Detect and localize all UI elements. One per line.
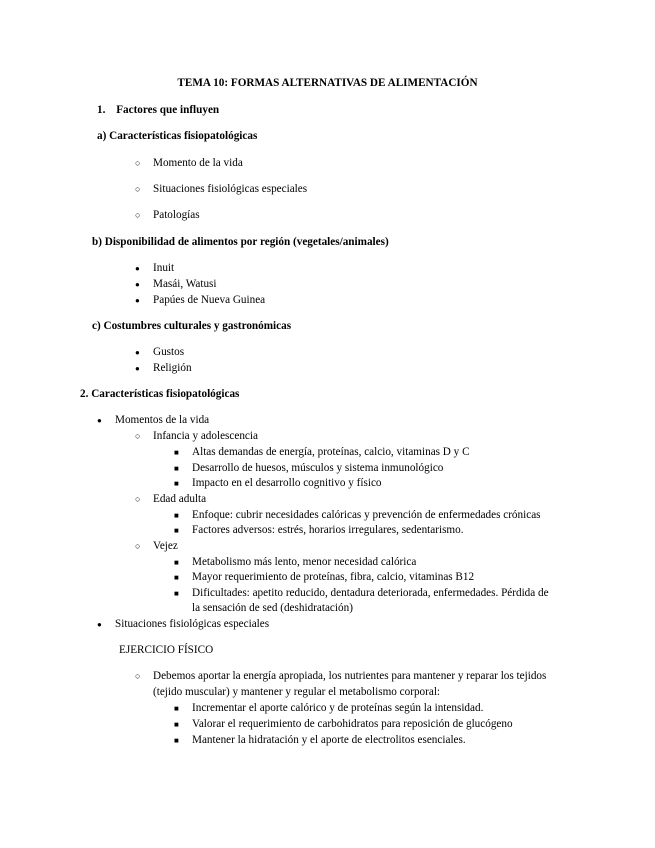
list-item: ○ Situaciones fisiológicas especiales [153,182,307,197]
list-item: ■ Impacto en el desarrollo cognitivo y físico [192,476,382,491]
list-item: ● Inuit [153,261,174,276]
list-item: ● Gustos [153,345,184,360]
ejercicio-heading: EJERCICIO FÍSICO [119,644,214,656]
list-item: ■ Dificultades: apetito reducido, dentadura deteriorada, enfermedades. Pérdida de [192,586,549,601]
list-item: ● Papúes de Nueva Guinea [153,293,265,308]
section-1-label: Factores que influyen [116,104,220,116]
list-item: ■ Valorar el requerimiento de carbohidratos para reposición de glucógeno [192,717,513,732]
list-item: ■ Metabolismo más lento, menor necesidad calórica [192,555,416,570]
list-item: ■ Desarrollo de huesos, músculos y sistema inmunológico [192,461,443,476]
section-2-heading: 2. Características fisiopatológicas [80,388,240,400]
list-item-situaciones: ● Situaciones fisiológicas especiales [115,617,269,632]
ejercicio-intro-continuation: (tejido muscular) y mantener y regular el metabolismo corporal: [153,686,441,698]
list-item: ● Religión [153,361,192,376]
list-item-infancia: ○ Infancia y adolescencia [153,429,258,444]
subsection-a-heading: a) Características fisiopatológicas [97,130,258,142]
list-item: ■ Incrementar el aporte calórico y de proteínas según la intensidad. [192,701,483,716]
subsection-c-heading: c) Costumbres culturales y gastronómicas [92,320,292,332]
subsection-b-heading: b) Disponibilidad de alimentos por región (vegetales/animales) [92,236,389,248]
list-item: ■ Altas demandas de energía, proteínas, calcio, vitaminas D y C [192,445,470,460]
section-1-number: 1. [97,104,106,116]
list-item: ○ Momento de la vida [153,156,243,171]
list-item: ■ Mantener la hidratación y el aporte de electrolitos esenciales. [192,733,466,748]
list-item: ■ Enfoque: cubrir necesidades calóricas y prevención de enfermedades crónicas [192,508,541,523]
list-item: ■ Mayor requerimiento de proteínas, fibra, calcio, vitaminas B12 [192,570,474,585]
list-item-adulta: ○ Edad adulta [153,492,206,507]
ejercicio-intro: ○ Debemos aportar la energía apropiada, los nutrientes para mantener y reparar los tejidos [153,669,546,684]
list-item: ■ Factores adversos: estrés, horarios irregulares, sedentarismo. [192,523,464,538]
list-item-continuation: la sensación de sed (deshidratación) [192,602,353,614]
list-item: ● Masái, Watusi [153,277,217,292]
section-1-heading [97,103,219,118]
list-item-vejez: ○ Vejez [153,539,178,554]
list-item: ○ Patologías [153,208,200,223]
list-item-momentos: ● Momentos de la vida [115,413,209,428]
page-title: TEMA 10: FORMAS ALTERNATIVAS DE ALIMENTACIÓN [177,77,478,89]
